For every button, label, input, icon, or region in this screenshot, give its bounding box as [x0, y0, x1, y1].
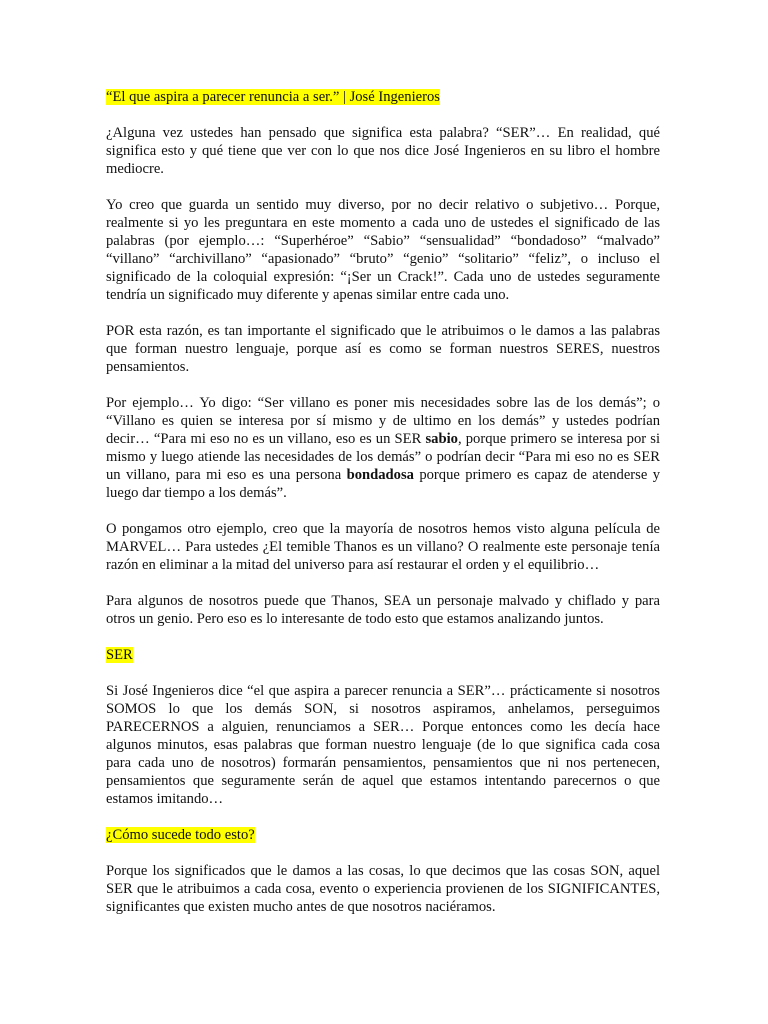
document-title: [106, 88, 660, 106]
section-heading-como: [106, 826, 660, 844]
paragraph-marvel: O pongamos otro ejemplo, creo que la mayoría de nosotros hemos visto alguna película de MARVEL… Para ustedes ¿El temible Thanos es un villano? O realmente este personaje tenía razón en eliminar a la mitad del universo para así restaurar el orden y el equilibrio…: [106, 521, 660, 573]
bold-word-sabio: sabio: [425, 431, 458, 447]
example-text-b: , porque primero se interesa por si mismo y luego atiende las necesidades de los demás” o podrían decir “Para mi eso no es SER un villano, para mi eso es una persona: [106, 431, 661, 483]
title-highlight: “El que aspira a parecer renuncia a ser.” | José Ingenieros: [106, 89, 440, 105]
paragraph-ingenieros: Si José Ingenieros dice “el que aspira a parecer renuncia a SER”… prácticamente si nosotros SOMOS lo que los demás SON, si nosotros aspiramos, anhelamos, perseguimos PARECERNOS a alguien, renunciamos a SER… Porque entonces como les decía hace algunos minutos, esas palabras que forman nuestro lenguaje (de lo que significa cada cosa para cada uno de nosotros) formarán pensamientos, pensamientos que ni nos pertenecen, pensamientos que seguramente serán de aquel que estamos intentando parecernos o que estamos imitando…: [106, 683, 660, 807]
paragraph-significantes: Porque los significados que le damos a las cosas, lo que decimos que las cosas SON, aquel SER que le atribuimos a cada cosa, evento o experiencia provienen de los SIGNIFICANTES, significantes que existen mucho antes de que nosotros naciéramos.: [106, 863, 660, 915]
example-text-a: Por ejemplo… Yo digo: “Ser villano es poner mis necesidades sobre las de los demás”; o “Villano es quien se interesa por sí mismo y de ultimo en los demás” y ustedes podrían decir… “Para mi eso no es un villano, eso es un SER: [106, 395, 660, 447]
heading-highlight: ¿Cómo sucede todo esto?: [106, 827, 255, 843]
document-page: [106, 88, 660, 934]
paragraph-meaning: Yo creo que guarda un sentido muy diverso, por no decir relativo o subjetivo… Porque, realmente si yo les preguntara en este momento a cada uno de ustedes el significado de las palabras (por ejemplo…: “Superhéroe” “Sabio” “sensualidad” “bondadoso” “malvado” “villano” “archivillano” “apasionado” “bruto” “genio” “solitario” “feliz”, o incluso el significado de la coloquial expresión: “¡Ser un Crack!”. Cada uno de ustedes seguramente tendría un significado muy diferente y apenas similar entre cada uno.: [106, 197, 660, 303]
example-text-c: porque primero es capaz de atenderse y luego dar tiempo a los demás”.: [106, 467, 661, 501]
paragraph-intro: ¿Alguna vez ustedes han pensado que significa esta palabra? “SER”… En realidad, qué significa esto y qué tiene que ver con lo que nos dice José Ingenieros en su libro el hombre mediocre.: [106, 125, 660, 177]
paragraph-thanos: Para algunos de nosotros puede que Thanos, SEA un personaje malvado y chiflado y para otros un genio. Pero eso es lo interesante de todo esto que estamos analizando juntos.: [106, 593, 660, 627]
section-heading-ser: [106, 646, 660, 664]
heading-highlight: SER: [106, 647, 133, 663]
paragraph-reason: POR esta razón, es tan importante el significado que le atribuimos o le damos a las palabras que forman nuestro lenguaje, porque así es como se forman nuestros SERES, nuestros pensamientos.: [106, 323, 660, 375]
bold-word-bondadosa: bondadosa: [346, 467, 414, 483]
paragraph-example-villain: [106, 394, 660, 502]
